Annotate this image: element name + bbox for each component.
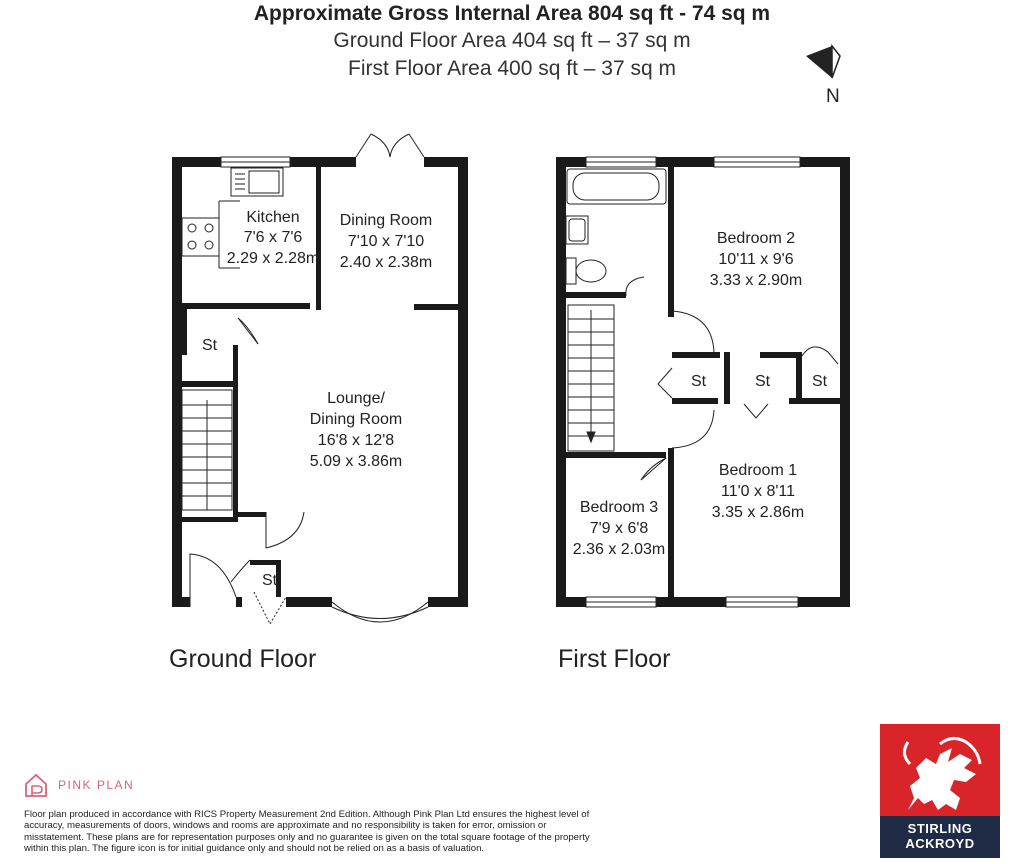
lounge-label <box>310 390 403 470</box>
first-floor-label: First Floor <box>558 645 671 673</box>
disclaimer-text: Floor plan produced in accordance with RICS Property Measurement 2nd Edition. Although Pink Plan Ltd ensures the highest level of accuracy, measurements of doors, windows and rooms are approximate and no responsibility is taken for error, omission or misstatement. These plans are for representation purposes only and no guarantee is given on the total square footage of the property within this plan. The figure icon is for initial guidance only and should not be relied on as a basis of valuation. <box>24 809 590 854</box>
bedroom3-metric: 2.36 x 2.03m <box>572 541 666 558</box>
kitchen-label <box>227 209 320 267</box>
ground-floor-details <box>182 134 428 624</box>
store-label-first-3: St <box>812 373 828 390</box>
dining-name: Dining Room <box>339 212 433 229</box>
north-label: N <box>826 86 840 107</box>
store-label-first-2: St <box>755 373 771 390</box>
bedroom1-name: Bedroom 1 <box>718 462 798 479</box>
dining-metric: 2.40 x 2.38m <box>339 254 433 271</box>
bedroom2-imperial: 10'11 x 9'6 <box>718 251 794 268</box>
stirling-ackroyd-logo <box>880 724 1000 858</box>
brand-wordmark <box>880 816 1000 858</box>
kitchen-metric: 2.29 x 2.28m <box>226 250 320 267</box>
pink-plan-house-icon <box>24 772 48 798</box>
bedroom-2-label <box>710 230 803 289</box>
bedroom2-name: Bedroom 2 <box>716 230 796 247</box>
kitchen-name: Kitchen <box>246 209 300 226</box>
total-area-title: Approximate Gross Internal Area 804 sq ft - 74 sq m <box>253 2 771 25</box>
first-area-subtitle: First Floor Area 400 sq ft – 37 sq m <box>348 57 676 80</box>
ground-floor-label: Ground Floor <box>169 645 317 673</box>
store-label-ground-1: St <box>202 337 218 354</box>
bedroom1-imperial: 11'0 x 8'11 <box>720 483 796 500</box>
brand-line-2: ACKROYD <box>905 836 975 851</box>
kitchen-imperial: 7'6 x 7'6 <box>243 229 303 246</box>
dining-imperial: 7'10 x 7'10 <box>347 233 425 250</box>
lounge-imperial: 16'8 x 12'8 <box>317 432 395 449</box>
lounge-metric: 5.09 x 3.86m <box>309 453 403 470</box>
bedroom2-metric: 3.33 x 2.90m <box>709 272 803 289</box>
dining-room-label <box>340 212 433 271</box>
store-label-first-1: St <box>691 373 707 390</box>
bedroom-1-label <box>712 462 805 521</box>
bedroom3-imperial: 7'9 x 6'8 <box>589 520 649 537</box>
lounge-name-1: Lounge/ <box>327 390 385 407</box>
griffin-icon <box>880 724 1000 816</box>
lounge-name-2: Dining Room <box>309 411 403 428</box>
brand-emblem <box>880 724 1000 816</box>
bedroom1-metric: 3.35 x 2.86m <box>711 504 805 521</box>
bedroom-3-label <box>573 499 666 558</box>
bedroom3-name: Bedroom 3 <box>579 499 659 516</box>
pink-plan-logo <box>24 772 134 798</box>
pink-plan-text: PINK PLAN <box>58 778 135 792</box>
brand-line-1: STIRLING <box>907 821 973 836</box>
store-label-ground-2: St <box>262 572 278 589</box>
north-arrow-icon <box>806 46 840 78</box>
ground-area-subtitle: Ground Floor Area 404 sq ft – 37 sq m <box>333 29 691 52</box>
